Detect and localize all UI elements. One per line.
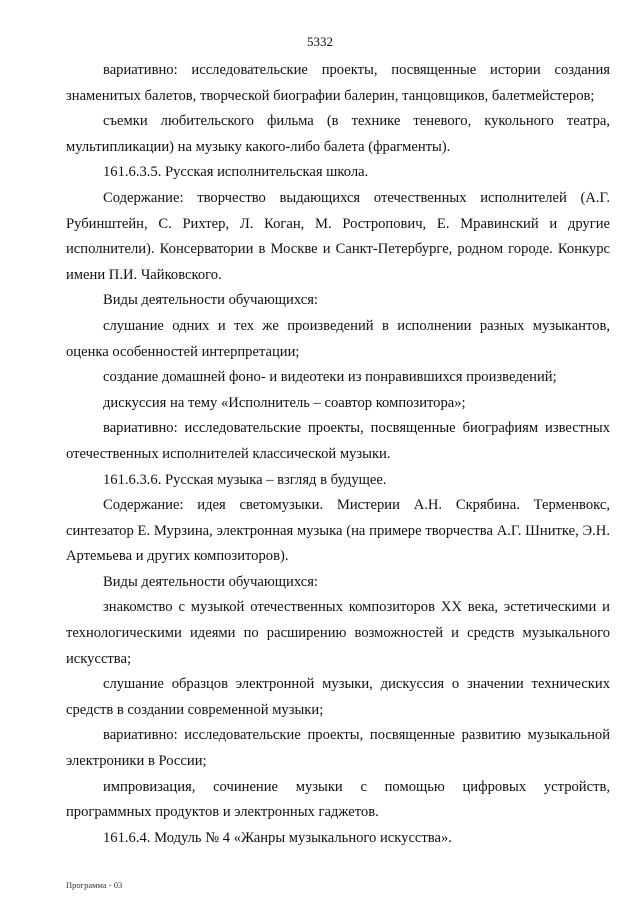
- paragraph: Содержание: идея светомузыки. Мистерии А.Н. Скрябина. Терменвокс, синтезатор Е. Мурзина, электронная музыка (на примере творчества А.Г. Шнитке, Э.Н. Артемьева и других композиторов).: [66, 497, 610, 565]
- section-heading: 161.6.3.6. Русская музыка – взгляд в будущее.: [103, 471, 387, 488]
- list-item: создание домашней фоно- и видеотеки из понравившихся произведений;: [103, 369, 557, 386]
- list-item: слушание одних и тех же произведений в исполнении разных музыкантов, оценка особенностей интерпретации;: [66, 317, 610, 360]
- list-item: знакомство с музыкой отечественных композиторов XX века, эстетическими и технологическими идеями по расширению возможностей и средств музыкального искусства;: [66, 599, 610, 667]
- paragraph: Виды деятельности обучающихся:: [103, 292, 318, 309]
- list-item: импровизация, сочинение музыки с помощью цифровых устройств, программных продуктов и электронных гаджетов.: [66, 778, 610, 821]
- section-heading: 161.6.3.5. Русская исполнительская школа.: [103, 164, 369, 181]
- paragraph: Виды деятельности обучающихся:: [103, 573, 318, 590]
- page-number: 5332: [307, 34, 333, 49]
- list-item: слушание образцов электронной музыки, дискуссия о значении технических средств в создании современной музыки;: [66, 676, 610, 718]
- page-footer: Программа - 03: [66, 880, 123, 890]
- paragraph: Содержание: творчество выдающихся отечественных исполнителей (А.Г. Рубинштейн, С. Рихтер, Л. Коган, М. Ростропович, Е. Мравинский и другие исполнители). Консерватории в Москве и Санкт-Петербурге, родном городе. Конкурс имени П.И. Чайковского.: [66, 189, 610, 283]
- paragraph: вариативно: исследовательские проекты, посвященные истории создания знаменитых балетов, творческой биографии балерин, танцовщиков, балетмейстеров;: [66, 62, 610, 104]
- document-body: [66, 58, 610, 851]
- list-item: вариативно: исследовательские проекты, посвященные развитию музыкальной электроники в России;: [66, 727, 610, 770]
- list-item: вариативно: исследовательские проекты, посвященные биографиям известных отечественных исполнителей классической музыки.: [66, 420, 610, 462]
- paragraph: съемки любительского фильма (в технике теневого, кукольного театра, мультипликации) на музыку какого-либо балета (фрагменты).: [66, 113, 610, 155]
- list-item: дискуссия на тему «Исполнитель – соавтор композитора»;: [103, 394, 466, 411]
- section-heading: 161.6.4. Модуль № 4 «Жанры музыкального искусства».: [103, 829, 452, 846]
